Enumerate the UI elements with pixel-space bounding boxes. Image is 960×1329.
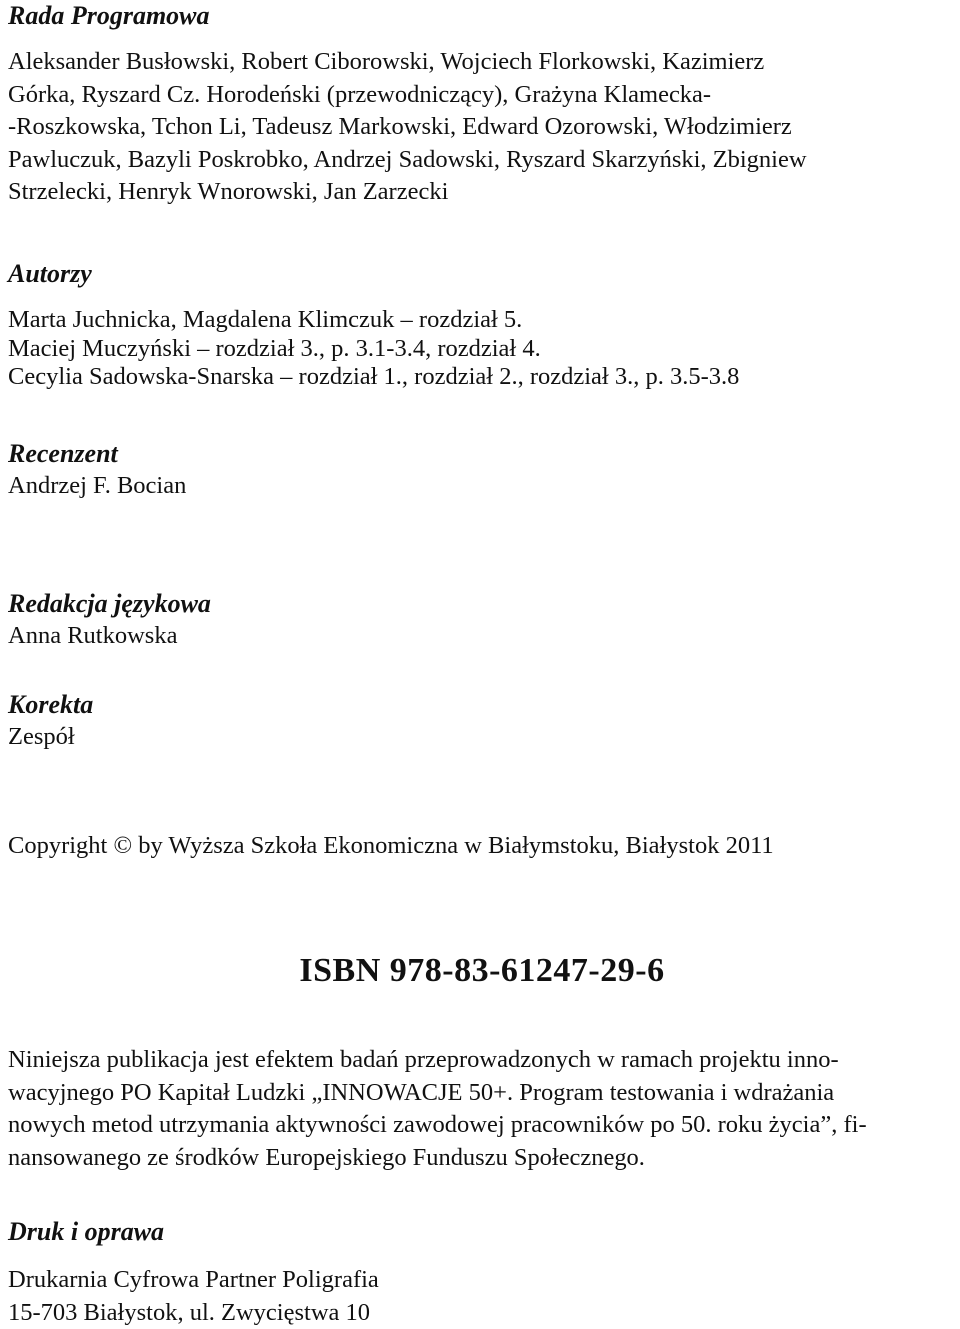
note-line-1 xyxy=(8,1044,956,1077)
autorzy-line-1: Marta Juchnicka, Magdalena Klimczuk – rozdział 5. xyxy=(8,306,739,335)
copyright-section xyxy=(8,830,774,863)
druk-heading: Druk i oprawa xyxy=(8,1216,379,1248)
recenzent-section xyxy=(8,438,186,503)
autorzy-line-2: Maciej Muczyński – rozdział 3., p. 3.1-3.4, rozdział 4. xyxy=(8,335,739,364)
note-section xyxy=(8,1044,956,1174)
druk-line-2: 15-703 Białystok, ul. Zwycięstwa 10 xyxy=(8,1297,379,1329)
note-line-3 xyxy=(8,1109,956,1142)
note-line-4: nansowanego ze środków Europejskiego Funduszu Społecznego. xyxy=(8,1142,645,1175)
rada-line-4: Pawluczuk, Bazyli Poskrobko, Andrzej Sadowski, Ryszard Skarzyński, Zbigniew xyxy=(8,144,807,177)
korekta-name: Zespół xyxy=(8,721,93,754)
rada-programowa-section xyxy=(8,0,807,209)
autorzy-heading: Autorzy xyxy=(8,258,739,290)
rada-programowa-heading: Rada Programowa xyxy=(8,0,807,32)
note-line-2 xyxy=(8,1077,956,1110)
autorzy-line-3: Cecylia Sadowska-Snarska – rozdział 1., rozdział 2., rozdział 3., p. 3.5-3.8 xyxy=(8,363,739,392)
redakcja-name: Anna Rutkowska xyxy=(8,620,211,653)
druk-line-1: Drukarnia Cyfrowa Partner Poligrafia xyxy=(8,1264,379,1297)
redakcja-heading: Redakcja językowa xyxy=(8,588,211,620)
note-line-3-text: nowych metod utrzymania aktywności zawodowej pracowników po 50. roku życia”, fi- xyxy=(8,1109,867,1142)
korekta-heading: Korekta xyxy=(8,689,93,721)
autorzy-section xyxy=(8,258,739,392)
isbn: ISBN 978-83-61247-29-6 xyxy=(8,952,956,990)
note-line-2-text: wacyjnego PO Kapitał Ludzki „INNOWACJE 50+. Program testowania i wdrażania xyxy=(8,1077,834,1110)
druk-section xyxy=(8,1216,379,1329)
note-line-1-text: Niniejsza publikacja jest efektem badań przeprowadzonych w ramach projektu inno- xyxy=(8,1044,839,1077)
recenzent-heading: Recenzent xyxy=(8,438,186,470)
rada-line-5: Strzelecki, Henryk Wnorowski, Jan Zarzecki xyxy=(8,176,807,209)
redakcja-section xyxy=(8,588,211,653)
rada-line-1: Aleksander Busłowski, Robert Ciborowski, Wojciech Florkowski, Kazimierz xyxy=(8,46,807,79)
rada-line-2: Górka, Ryszard Cz. Horodeński (przewodniczący), Grażyna Klamecka- xyxy=(8,79,807,112)
copyright-text: Copyright © by Wyższa Szkoła Ekonomiczna w Białymstoku, Białystok 2011 xyxy=(8,830,774,863)
korekta-section xyxy=(8,689,93,754)
recenzent-name: Andrzej F. Bocian xyxy=(8,470,186,503)
rada-line-3: -Roszkowska, Tchon Li, Tadeusz Markowski, Edward Ozorowski, Włodzimierz xyxy=(8,111,807,144)
